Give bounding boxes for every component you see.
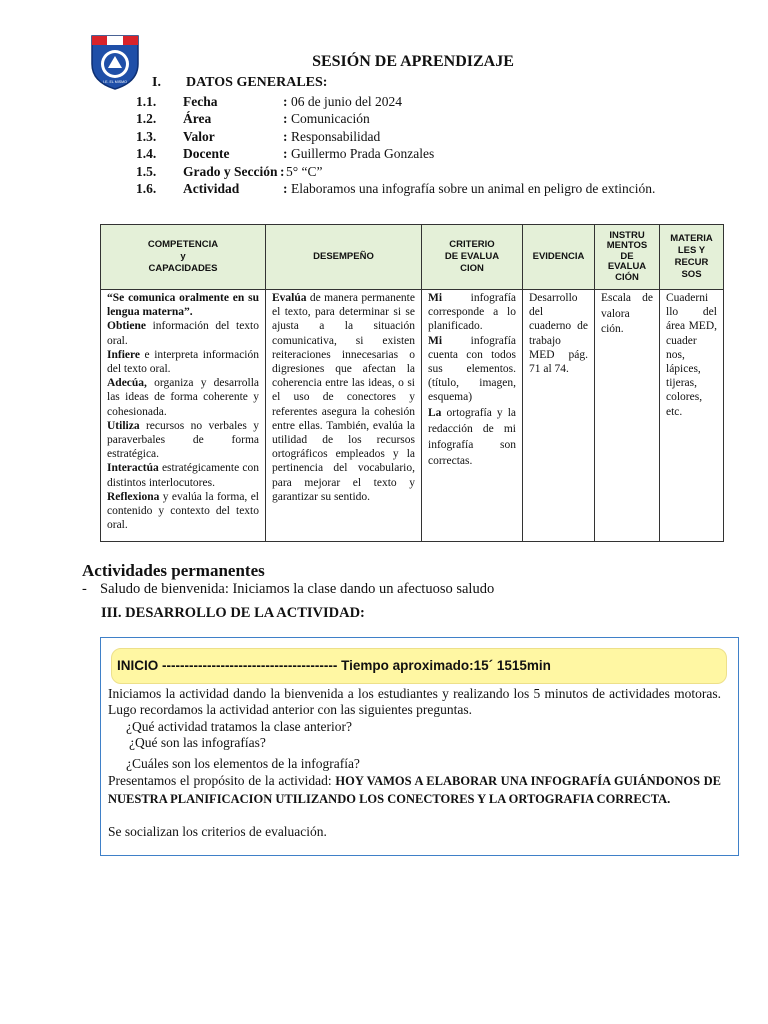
datos-value: Comunicación bbox=[291, 111, 370, 126]
criterio-item: Mi infografía cuenta con todos sus elementos. (título, imagen, esquema) bbox=[428, 334, 516, 404]
capacidad-item: Reflexiona y evalúa la forma, el contenido y contexto del texto oral. bbox=[107, 490, 259, 532]
datos-key: Área bbox=[183, 111, 212, 126]
capacidad-item: Adecúa, organiza y desarrolla las ideas de forma coherente y cohesionada. bbox=[107, 377, 259, 418]
actividades-heading: Actividades permanentes bbox=[82, 561, 265, 580]
question-item: ¿Qué actividad tratamos la clase anterior? bbox=[126, 719, 353, 734]
header-instrumentos: INSTRU MENTOS DE EVALUA CIÓN bbox=[595, 225, 660, 290]
datos-colon: : bbox=[280, 164, 285, 179]
page-title: SESIÓN DE APRENDIZAJE bbox=[312, 53, 514, 70]
section-1-heading bbox=[152, 75, 327, 91]
header-materiales: MATERIA LES Y RECUR SOS bbox=[660, 225, 724, 290]
header-evidencia: EVIDENCIA bbox=[523, 225, 595, 290]
question-item: ¿Cuáles son los elementos de la infografía? bbox=[126, 756, 360, 771]
capacidad-item: Infiere e interpreta información del texto oral. bbox=[107, 348, 259, 376]
competencia-title: “Se comunica oralmente en su lengua materna”. bbox=[107, 292, 259, 319]
datos-value: Elaboramos una infografía sobre un animal en peligro de extinción. bbox=[291, 181, 656, 196]
capacidad-item: Interactúa estratégicamente con distintos interlocutores. bbox=[107, 462, 259, 489]
inicio-paragraph: Iniciamos la actividad dando la bienvenida a los estudiantes y realizando los 5 minutos de actividades motoras. Lugo recordamos la actividad anterior con las siguientes preguntas. bbox=[108, 686, 721, 717]
datos-colon: : bbox=[283, 111, 288, 126]
datos-value: 5° “C” bbox=[286, 164, 323, 179]
cell-instrumentos: Escala de valora ción. bbox=[595, 290, 660, 542]
bullet-dash: - bbox=[82, 581, 87, 597]
header-competencia: COMPETENCIA y CAPACIDADES bbox=[101, 225, 266, 290]
capacidad-item: Utiliza recursos no verbales y paraverbales de forma estratégica. bbox=[107, 419, 259, 461]
criterio-item: La ortografía y la redacción de mi infografía son correctas. bbox=[428, 406, 516, 467]
datos-value: 06 de junio del 2024 bbox=[291, 94, 402, 109]
datos-num: 1.4. bbox=[136, 146, 157, 161]
inicio-header: INICIO --------------------------------------- Tiempo aproximado:15´ 1515min bbox=[111, 648, 727, 684]
datos-colon: : bbox=[283, 94, 288, 109]
question-item: ¿Qué son las infografías? bbox=[129, 735, 266, 750]
header-criterio: CRITERIO DE EVALUA CION bbox=[422, 225, 523, 290]
datos-num: 1.2. bbox=[136, 111, 157, 126]
proposito-paragraph: Presentamos el propósito de la actividad: HOY VAMOS A ELABORAR UNA INFOGRAFÍA GUIÁNDONOS DE NUESTRA PLANIFICACION UTILIZANDO LOS CONECTORES Y LA ORTOGRAFIA CORRECTA. bbox=[108, 773, 721, 806]
datos-key: Valor bbox=[183, 129, 215, 144]
capacidad-item: Obtiene información del texto oral. bbox=[107, 320, 259, 347]
datos-colon: : bbox=[283, 129, 288, 144]
section-1-number: I. bbox=[152, 75, 161, 90]
cell-materiales: Cuaderni llo del área MED, cuader nos, lápices, tijeras, colores, etc. bbox=[660, 290, 724, 542]
competencias-table bbox=[100, 224, 724, 542]
datos-key: Grado y Sección bbox=[183, 164, 278, 179]
datos-num: 1.1. bbox=[136, 94, 157, 109]
section-1-title: DATOS GENERALES: bbox=[186, 75, 328, 90]
datos-num: 1.6. bbox=[136, 181, 157, 196]
datos-colon: : bbox=[283, 181, 288, 196]
table-header-row bbox=[101, 225, 724, 290]
datos-num: 1.3. bbox=[136, 129, 157, 144]
cell-desempeno: Evalúa de manera permanente el texto, para determinar si se ajusta a la situación comunicativa, si existen reiteraciones innecesarias o digresiones que afectan la coherencia entre las ideas, o si el uso de conectores y referentes asegura la cohesión entre ellas. También, evalúa la utilidad de los recursos ortográficos empleados y la pertinencia del vocabulario, para mejorar el texto y garantizar su sentido. bbox=[266, 290, 422, 542]
datos-value: Responsabilidad bbox=[291, 129, 381, 144]
table-row bbox=[101, 290, 724, 542]
datos-key: Docente bbox=[183, 146, 230, 161]
cell-competencia bbox=[101, 290, 266, 542]
actividades-item: - Saludo de bienvenida: Iniciamos la clase dando un afectuoso saludo bbox=[82, 581, 495, 597]
criterio-item: Mi infografía corresponde a lo planificado. bbox=[428, 292, 516, 333]
datos-colon: : bbox=[283, 146, 288, 161]
datos-key: Actividad bbox=[183, 181, 240, 196]
logo-text: I.E. EL MISMO bbox=[103, 80, 127, 84]
datos-key: Fecha bbox=[183, 94, 218, 109]
cell-criterio bbox=[422, 290, 523, 542]
inicio-box bbox=[100, 637, 739, 856]
criterios-note: Se socializan los criterios de evaluación. bbox=[108, 824, 327, 839]
section-3-heading: III. DESARROLLO DE LA ACTIVIDAD: bbox=[101, 605, 365, 621]
datos-value: Guillermo Prada Gonzales bbox=[291, 146, 435, 161]
cell-evidencia: Desarrollo del cuaderno de trabajo MED pág. 71 al 74. bbox=[523, 290, 595, 542]
header-desempeno: DESEMPEÑO bbox=[266, 225, 422, 290]
datos-num: 1.5. bbox=[136, 164, 157, 179]
